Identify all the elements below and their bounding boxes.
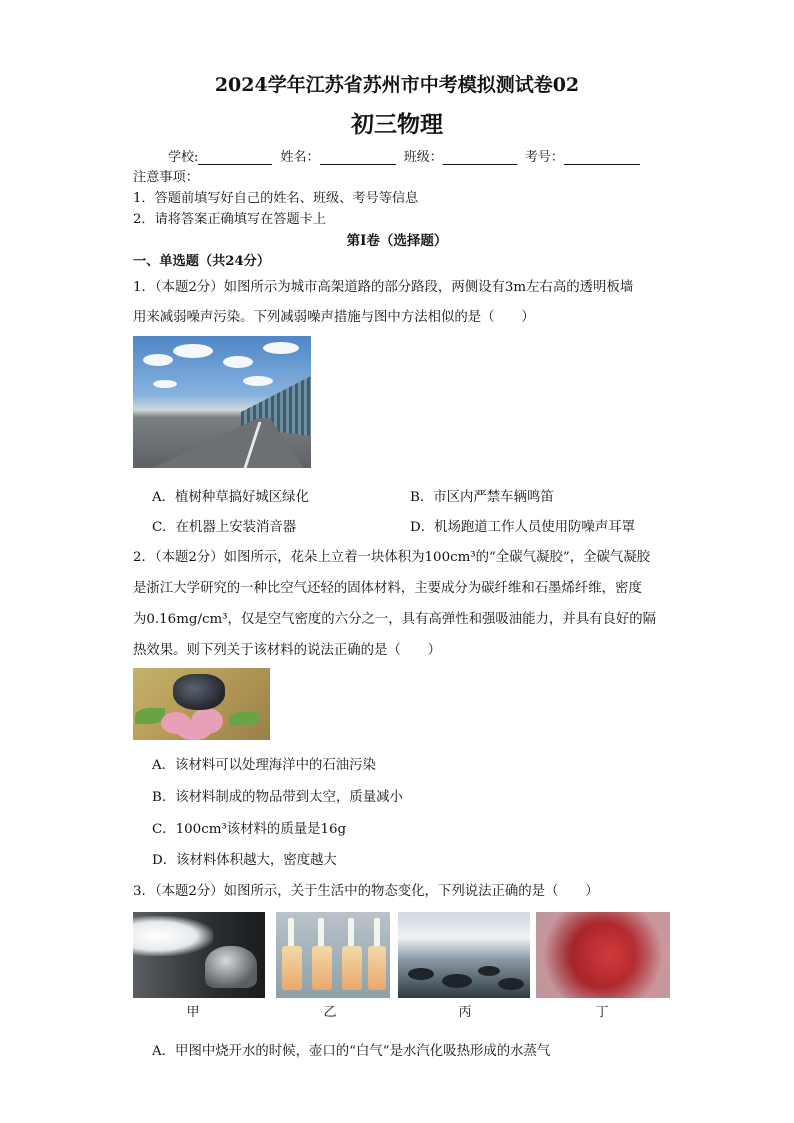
question-1-line: 用来减弱噪声污染。下列减弱噪声措施与图中方法相似的是（ ）	[133, 310, 535, 325]
elevated-road-photo	[133, 336, 311, 468]
exam-number-blank[interactable]	[564, 150, 640, 165]
question-3-option-a[interactable]: A．甲图中烧开水的时候，壶口的“白气”是水汽化吸热形成的水蒸气	[152, 1044, 551, 1059]
note-item: 2．请将答案正确填写在答题卡上	[133, 212, 327, 227]
question-1-option-c[interactable]: C．在机器上安装消音器	[152, 520, 297, 535]
page-subtitle: 初三物理	[351, 111, 443, 138]
icy-river-photo	[398, 912, 530, 998]
section-title: 一、单选题（共24分）	[133, 254, 271, 269]
class-label: 班级：	[403, 150, 443, 165]
ice-pops-photo	[276, 912, 390, 998]
question-1-line: 1．（本题2分）如图所示为城市高架道路的部分路段，两侧设有3m左右高的透明板墙	[133, 280, 634, 295]
school-blank[interactable]	[198, 150, 272, 165]
aerogel-on-flower-photo	[133, 668, 270, 740]
school-label: 学校:	[168, 150, 199, 165]
figure-caption-bing: 丙	[458, 1005, 472, 1020]
notes-heading: 注意事项：	[133, 170, 199, 185]
question-1-option-a[interactable]: A．植树种草搞好城区绿化	[152, 490, 309, 505]
question-2-option-c[interactable]: C．100cm³该材料的质量是16g	[152, 822, 347, 837]
class-blank[interactable]	[443, 150, 517, 165]
frosted-leaves-photo	[536, 912, 670, 998]
question-2-line: 为0.16mg/cm³，仅是空气密度的六分之一，具有高弹性和强吸油能力，并具有良好的隔	[133, 612, 657, 627]
question-1-option-b[interactable]: B．市区内严禁车辆鸣笛	[410, 490, 554, 505]
question-2-line: 2．（本题2分）如图所示，花朵上立着一块体积为100cm³的“全碳气凝胶”，全碳气凝胶	[133, 550, 651, 565]
question-2-option-d[interactable]: D．该材料体积越大，密度越大	[152, 853, 337, 868]
name-blank[interactable]	[320, 150, 396, 165]
question-2-option-b[interactable]: B．该材料制成的物品带到太空，质量减小	[152, 790, 403, 805]
part-title: 第I卷（选择题）	[346, 233, 448, 249]
note-item: 1．答题前填写好自己的姓名、班级、考号等信息	[133, 191, 419, 206]
name-label: 姓名：	[280, 150, 320, 165]
exam-number-label: 考号：	[524, 150, 564, 165]
page-title: 2024学年江苏省苏州市中考模拟测试卷02	[214, 74, 580, 96]
question-1-option-d[interactable]: D．机场跑道工作人员使用防噪声耳罩	[410, 520, 635, 535]
figure-caption-jia: 甲	[186, 1005, 200, 1020]
question-2-option-a[interactable]: A．该材料可以处理海洋中的石油污染	[152, 758, 376, 773]
question-2-line: 热效果。则下列关于该材料的说法正确的是（ ）	[133, 643, 441, 658]
figure-caption-yi: 乙	[323, 1005, 337, 1020]
question-2-line: 是浙江大学研究的一种比空气还轻的固体材料，主要成分为碳纤维和石墨烯纤维，密度	[133, 581, 642, 596]
student-info-row	[168, 146, 644, 165]
boiling-kettle-photo	[133, 912, 265, 998]
question-3-line: 3．（本题2分）如图所示，关于生活中的物态变化，下列说法正确的是（ ）	[133, 884, 599, 899]
figure-caption-ding: 丁	[595, 1005, 609, 1020]
